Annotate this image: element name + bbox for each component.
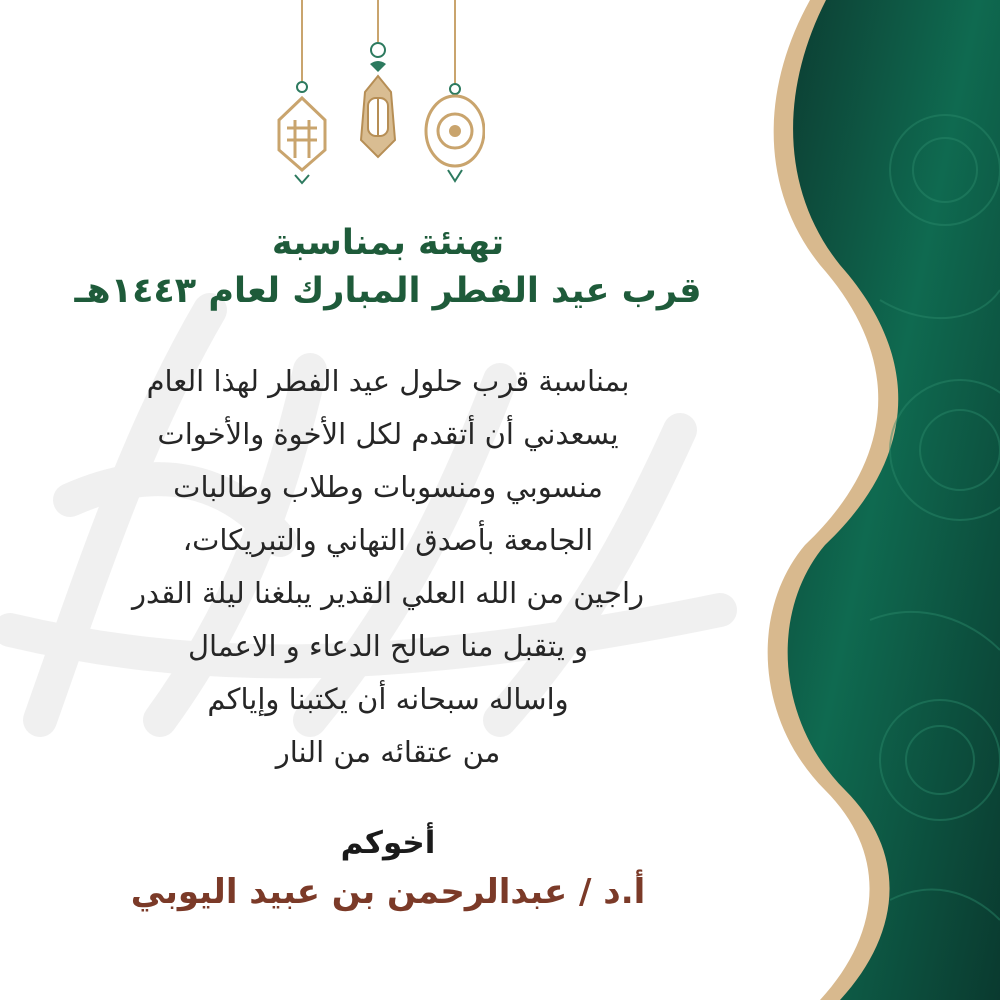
message-line: واساله سبحانه أن يكتبنا وإياكم	[207, 682, 569, 716]
title-line-2: قرب عيد الفطر المبارك لعام ١٤٤٣هـ	[74, 271, 702, 311]
message-line: يسعدني أن أتقدم لكل الأخوة والأخوات	[157, 417, 619, 451]
hanging-lantern-icon	[361, 0, 395, 157]
message-line: بمناسبة قرب حلول عيد الفطر لهذا العام	[146, 364, 630, 398]
signature-name: أ.د / عبدالرحمن بن عبيد اليوبي	[130, 872, 646, 912]
title-line-1: تهنئة بمناسبة	[271, 223, 505, 263]
hanging-lanterns	[265, 0, 485, 195]
greeting-message	[38, 355, 738, 779]
signature-block	[38, 820, 738, 918]
message-line: راجين من الله العلي القدير يبلغنا ليلة القدر	[131, 576, 645, 610]
message-line: من عتقائه من النار	[275, 735, 501, 769]
decorative-wave-panel	[760, 0, 1000, 1000]
message-line: منسوبي ومنسوبات وطلاب وطالبات	[173, 470, 603, 504]
message-line: و يتقبل منا صالح الدعاء و الاعمال	[187, 629, 589, 663]
hanging-lantern-calligraphy-icon	[279, 0, 325, 183]
hanging-ornament-icon	[426, 0, 484, 181]
signature-label: أخوكم	[340, 825, 436, 861]
message-line: الجامعة بأصدق التهاني والتبريكات،	[182, 523, 594, 557]
greeting-title	[38, 220, 738, 316]
